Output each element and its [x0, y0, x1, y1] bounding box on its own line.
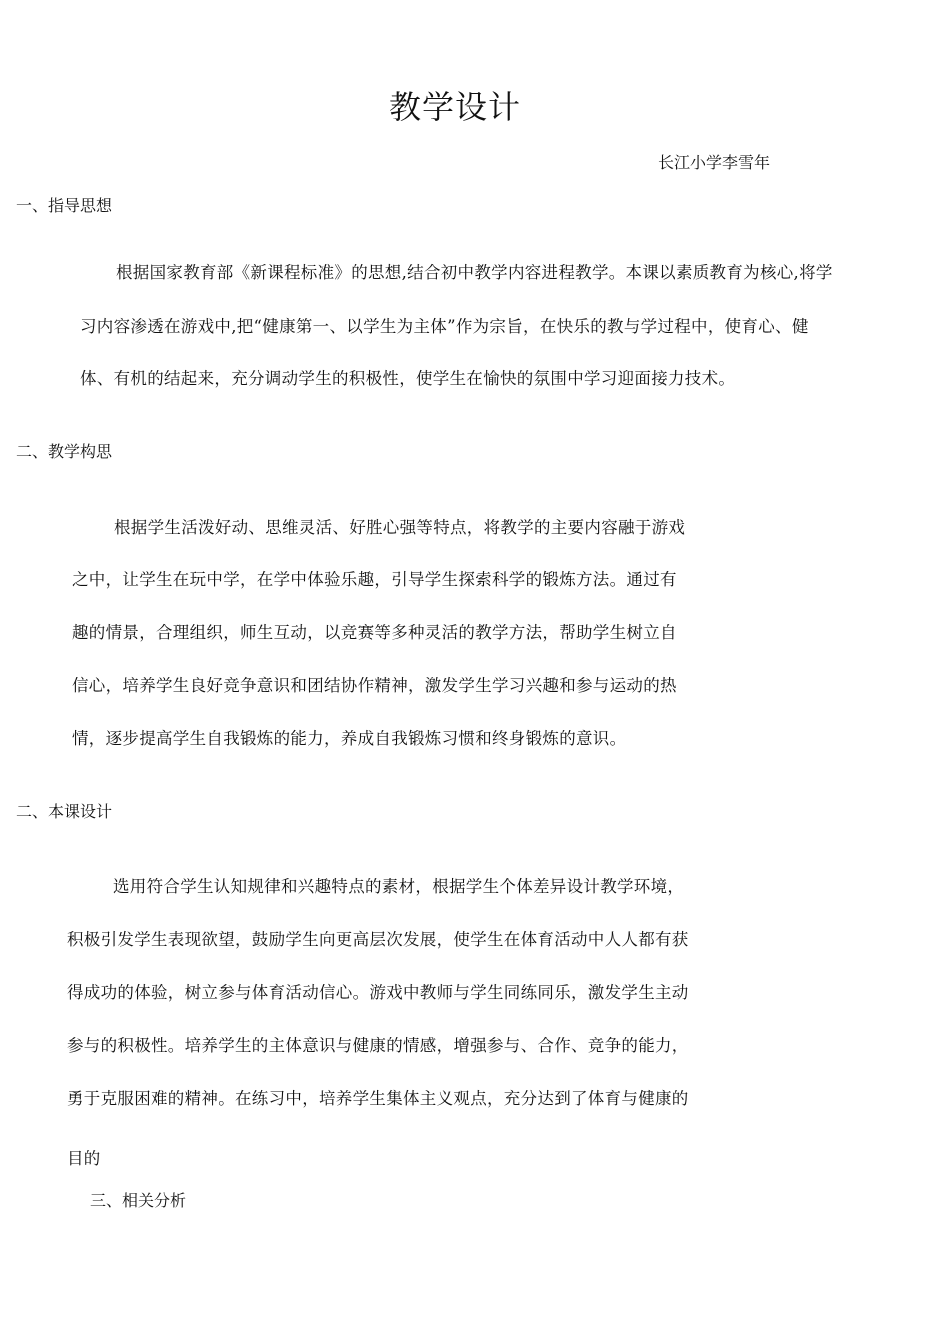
paragraph-line: 信心，培养学生良好竞争意识和团结协作精神，激发学生学习兴趣和参与运动的热 [72, 676, 677, 695]
paragraph-line: 选用符合学生认知规律和兴趣特点的素材，根据学生个体差异设计教学环境， [113, 877, 685, 896]
paragraph-line: 之中，让学生在玩中学，在学中体验乐趣，引导学生探索科学的锻炼方法。通过有 [72, 570, 677, 589]
section-heading-teaching-concept: 二、教学构思 [16, 442, 113, 461]
document-author: 长江小学李雪年 [658, 153, 771, 172]
paragraph-line: 参与的积极性。培养学生的主体意识与健康的情感，增强参与、合作、竞争的能力， [67, 1036, 689, 1055]
paragraph-line: 得成功的体验，树立参与体育活动信心。游戏中教师与学生同练同乐，激发学生主动 [67, 983, 689, 1002]
section-heading-lesson-design: 二、本课设计 [16, 802, 113, 821]
paragraph-line: 勇于克服困难的精神。在练习中，培养学生集体主义观点，充分达到了体育与健康的 [67, 1089, 689, 1108]
document-title: 教学设计 [388, 88, 521, 126]
paragraph-line: 积极引发学生表现欲望，鼓励学生向更高层次发展，使学生在体育活动中人人都有获 [67, 930, 689, 949]
paragraph-line: 习内容渗透在游戏中,把“健康第一、以学生为主体”作为宗旨，在快乐的教与学过程中，使育心、健 [80, 317, 809, 336]
paragraph-line: 根据国家教育部《新课程标准》的思想,结合初中教学内容进程教学。本课以素质教育为核心,将学 [116, 263, 833, 282]
paragraph-line: 体、有机的结起来，充分调动学生的积极性，使学生在愉快的氛围中学习迎面接力技术。 [80, 369, 736, 388]
section-heading-related-analysis: 三、相关分析 [90, 1191, 187, 1210]
paragraph-line: 趣的情景，合理组织，师生互动，以竞赛等多种灵活的教学方法，帮助学生树立自 [72, 623, 677, 642]
paragraph-line: 目的 [67, 1149, 101, 1168]
paragraph-line: 根据学生活泼好动、思维灵活、好胜心强等特点，将教学的主要内容融于游戏 [114, 518, 686, 537]
section-heading-guiding-thought: 一、指导思想 [16, 196, 113, 215]
paragraph-line: 情，逐步提高学生自我锻炼的能力，养成自我锻炼习惯和终身锻炼的意识。 [72, 729, 627, 748]
